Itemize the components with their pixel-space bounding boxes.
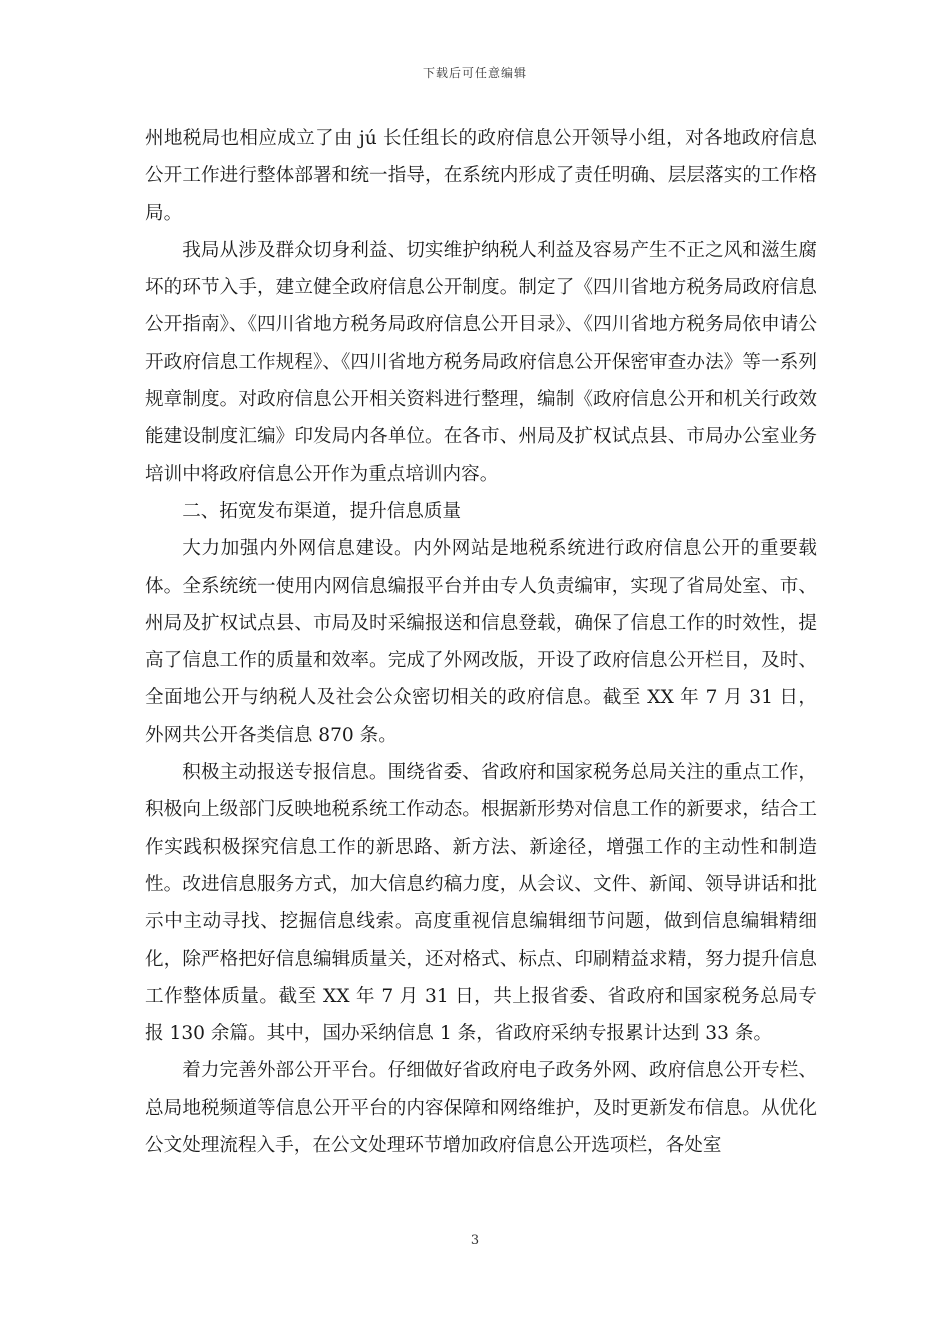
page-number: 3 bbox=[470, 1233, 480, 1248]
paragraph-continued: 州地税局也相应成立了由 jú 长任组长的政府信息公开领导小组，对各地政府信息公开工作进行整体部署和统一指导，在系统内形成了责任明确、层层落实的工作格局。 bbox=[145, 128, 817, 224]
section-heading: 二、拓宽发布渠道，提升信息质量 bbox=[182, 500, 462, 522]
paragraph-network-info: 大力加强内外网信息建设。内外网站是地税系统进行政府信息公开的重要载体。全系统统一使用内网信息编报平台并由专人负责编审，实现了省局处室、市、州局及扩权试点县、市局及时采编报送和信息登载，确保了信息工作的时效性，提高了信息工作的质量和效率。完成了外网改版，开设了政府信息公开栏目，及时、全面地公开与纳税人及社会公众密切相关的政府信息。截至 XX 年 7 月 31 日，外网共公开各类信息 870 条。 bbox=[145, 538, 817, 746]
paragraph-public-platform: 着力完善外部公开平台。仔细做好省政府电子政务外网、政府信息公开专栏、总局地税频道等信息公开平台的内容保障和网络维护，及时更新发布信息。从优化公文处理流程入手，在公文处理环节增加政府信息公开选项栏，各处室 bbox=[145, 1060, 817, 1157]
paragraph-special-reports: 积极主动报送专报信息。围绕省委、省政府和国家税务总局关注的重点工作，积极向上级部门反映地税系统工作动态。根据新形势对信息工作的新要求，结合工作实践积极探究信息工作的新思路、新方法、新途径，增强工作的主动性和制造性。改进信息服务方式，加大信息约稿力度，从会议、文件、新闻、领导讲话和批示中主动寻找、挖掘信息线索。高度重视信息编辑细节问题，做到信息编辑精细化，除严格把好信息编辑质量关，还对格式、标点、印刷精益求精，努力提升信息工作整体质量。截至 XX 年 7 月 31 日，共上报省委、省政府和国家税务总局专报 130 余篇。其中，国办采纳信息 1 条，省政府采纳专报累计达到 33 条。 bbox=[145, 762, 817, 1045]
paragraph-system-building: 我局从涉及群众切身利益、切实维护纳税人利益及容易产生不正之风和滋生腐坏的环节入手，建立健全政府信息公开制度。制定了《四川省地方税务局政府信息公开指南》、《四川省地方税务局政府信息公开目录》、《四川省地方税务局依申请公开政府信息工作规程》、《四川省地方税务局政府信息公开保密审查办法》等一系列规章制度。对政府信息公开相关资料进行整理，编制《政府信息公开和机关行政效能建设制度汇编》印发局内各单位。在各市、州局及扩权试点县、市局办公室业务培训中将政府信息公开作为重点培训内容。 bbox=[145, 239, 817, 485]
document-body bbox=[145, 120, 817, 1164]
page-header: 下载后可任意编辑 bbox=[422, 66, 527, 80]
